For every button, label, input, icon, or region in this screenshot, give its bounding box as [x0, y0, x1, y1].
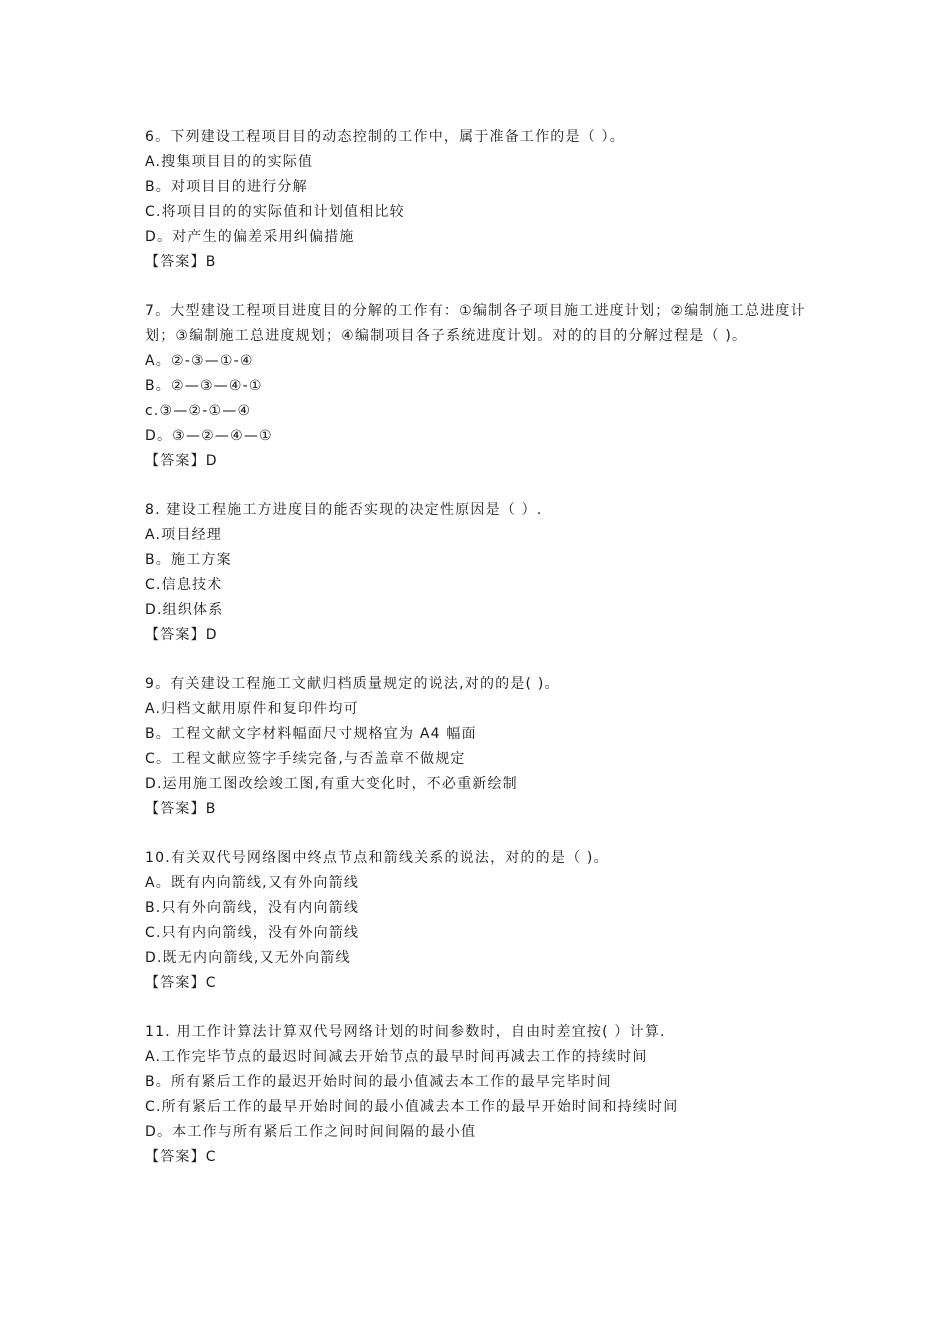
question-stem: 6。下列建设工程项目目的动态控制的工作中，属于准备工作的是（ ）。 — [145, 129, 625, 145]
document-page — [145, 125, 815, 1194]
option-b: B.只有外向箭线，没有内向箭线 — [145, 900, 360, 916]
option-b: B。施工方案 — [145, 552, 232, 568]
option-b: B。对项目目的进行分解 — [145, 179, 308, 195]
answer: 【答案】D — [145, 453, 218, 469]
question-10 — [145, 846, 815, 996]
option-c: C.信息技术 — [145, 577, 223, 593]
question-stem: 7。大型建设工程项目进度目的分解的工作有：①编制各子项目施工进度计划；②编制施工总进度计划；③编制施工总进度规划；④编制项目各子系统进度计划。对的的目的分解过程是（ )。 — [145, 303, 806, 344]
option-c: C.所有紧后工作的最早开始时间的最小值减去本工作的最早开始时间和持续时间 — [145, 1099, 679, 1115]
answer: 【答案】B — [145, 801, 217, 817]
option-c: C。工程文献应签字手续完备,与否盖章不做规定 — [145, 751, 466, 767]
question-9 — [145, 672, 815, 822]
question-11 — [145, 1020, 815, 1170]
option-d: D。对产生的偏差采用纠偏措施 — [145, 229, 355, 245]
option-d: D。本工作与所有紧后工作之间时间间隔的最小值 — [145, 1124, 477, 1140]
question-stem: 11. 用工作计算法计算双代号网络计划的时间参数时，自由时差宜按( ）计算. — [145, 1024, 666, 1040]
question-8 — [145, 498, 815, 648]
option-d: D.运用施工图改绘竣工图,有重大变化时，不必重新绘制 — [145, 776, 518, 792]
option-c: c.③—②-①—④ — [145, 403, 252, 419]
option-b: B。工程文献文字材料幅面尺寸规格宜为 A4 幅面 — [145, 726, 477, 742]
option-b: B。②—③—④-① — [145, 378, 263, 394]
option-a: A。②-③—①-④ — [145, 353, 254, 369]
option-a: A.工作完毕节点的最迟时间减去开始节点的最早时间再减去工作的持续时间 — [145, 1049, 648, 1065]
option-d: D.既无内向箭线,又无外向箭线 — [145, 950, 351, 966]
answer: 【答案】C — [145, 975, 217, 991]
option-b: B。所有紧后工作的最迟开始时间的最小值减去本工作的最早完毕时间 — [145, 1074, 612, 1090]
question-6 — [145, 125, 815, 275]
option-a: A。既有内向箭线,又有外向箭线 — [145, 875, 360, 891]
option-d: D.组织体系 — [145, 602, 224, 618]
option-a: A.归档文献用原件和复印件均可 — [145, 701, 359, 717]
question-stem: 10.有关双代号网络图中终点节点和箭线关系的说法，对的的是（ )。 — [145, 850, 609, 866]
question-stem: 9。有关建设工程施工文献归档质量规定的说法,对的的是( )。 — [145, 676, 560, 692]
answer: 【答案】D — [145, 627, 218, 643]
answer: 【答案】C — [145, 1149, 217, 1165]
option-a: A.搜集项目目的的实际值 — [145, 154, 314, 170]
option-c: C.只有内向箭线，没有外向箭线 — [145, 925, 360, 941]
question-7 — [145, 299, 815, 474]
answer: 【答案】B — [145, 254, 217, 270]
option-d: D。③—②—④—① — [145, 428, 273, 444]
option-c: C.将项目目的的实际值和计划值相比较 — [145, 204, 405, 220]
question-stem: 8. 建设工程施工方进度目的能否实现的决定性原因是（ ）. — [145, 502, 543, 518]
option-a: A.项目经理 — [145, 527, 222, 543]
